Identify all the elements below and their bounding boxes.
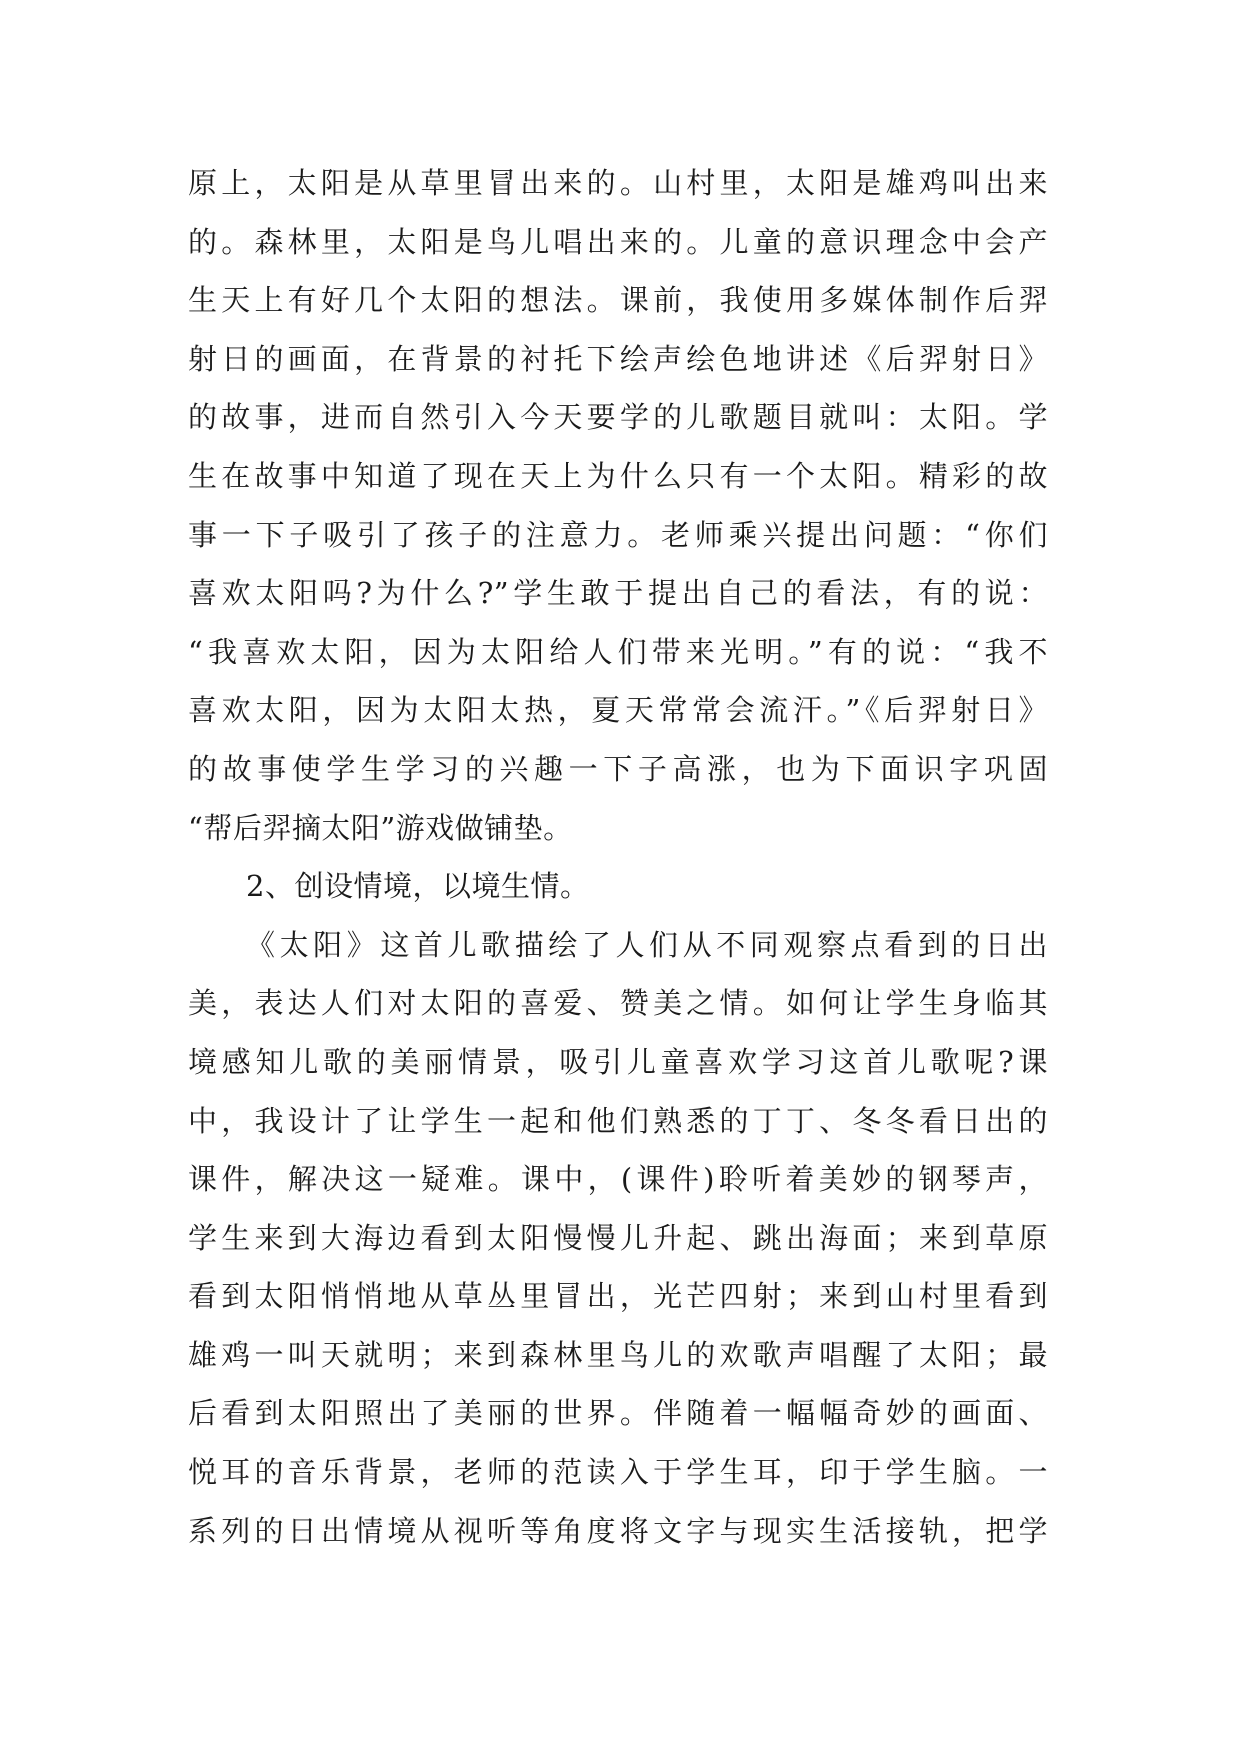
- text-line: “我喜欢太阳，因为太阳给人们带来光明。”有的说：“我不: [188, 634, 1048, 669]
- text-line: 的。森林里，太阳是鸟儿唱出来的。儿童的意识理念中会产: [188, 224, 1048, 259]
- text-line: 境感知儿歌的美丽情景，吸引儿童喜欢学习这首儿歌呢?课: [188, 1044, 1048, 1079]
- text-line: 系列的日出情境从视听等角度将文字与现实生活接轨，把学: [188, 1513, 1048, 1548]
- text-line: 美，表达人们对太阳的喜爱、赞美之情。如何让学生身临其: [188, 986, 1048, 1021]
- text-line: 的故事使学生学习的兴趣一下子高涨，也为下面识字巩固: [188, 751, 1048, 786]
- text-line: 事一下子吸引了孩子的注意力。老师乘兴提出问题：“你们: [188, 517, 1048, 552]
- text-line: 学生来到大海边看到太阳慢慢儿升起、跳出海面；来到草原: [188, 1220, 1048, 1255]
- text-line: 雄鸡一叫天就明；来到森林里鸟儿的欢歌声唱醒了太阳；最: [188, 1337, 1048, 1372]
- text-line: 中，我设计了让学生一起和他们熟悉的丁丁、冬冬看日出的: [188, 1103, 1048, 1138]
- body-text: [188, 154, 1048, 1560]
- paragraph-first-line: 《太阳》这首儿歌描绘了人们从不同观察点看到的日出: [246, 927, 1048, 962]
- text-line: 看到太阳悄悄地从草丛里冒出，光芒四射；来到山村里看到: [188, 1279, 1048, 1314]
- text-line: 的故事，进而自然引入今天要学的儿歌题目就叫：太阳。学: [188, 400, 1048, 435]
- text-line: 悦耳的音乐背景，老师的范读入于学生耳，印于学生脑。一: [188, 1455, 1048, 1490]
- text-line: “帮后羿摘太阳”游戏做铺垫。: [188, 810, 573, 845]
- text-line: 原上，太阳是从草里冒出来的。山村里，太阳是雄鸡叫出来: [188, 166, 1048, 200]
- section-heading: 2、创设情境，以境生情。: [246, 869, 590, 904]
- text-line: 后看到太阳照出了美丽的世界。伴随着一幅幅奇妙的画面、: [188, 1396, 1048, 1431]
- text-line: 射日的画面，在背景的衬托下绘声绘色地讲述《后羿射日》: [188, 341, 1048, 376]
- text-line: 生在故事中知道了现在天上为什么只有一个太阳。精彩的故: [188, 458, 1048, 493]
- text-line: 生天上有好几个太阳的想法。课前，我使用多媒体制作后羿: [188, 283, 1048, 318]
- text-line: 课件，解决这一疑难。课中，(课件)聆听着美妙的钢琴声，: [188, 1162, 1048, 1197]
- text-line: 喜欢太阳吗?为什么?”学生敢于提出自己的看法，有的说：: [188, 576, 1048, 611]
- text-line: 喜欢太阳，因为太阳太热，夏天常常会流汗。”《后羿射日》: [188, 693, 1048, 728]
